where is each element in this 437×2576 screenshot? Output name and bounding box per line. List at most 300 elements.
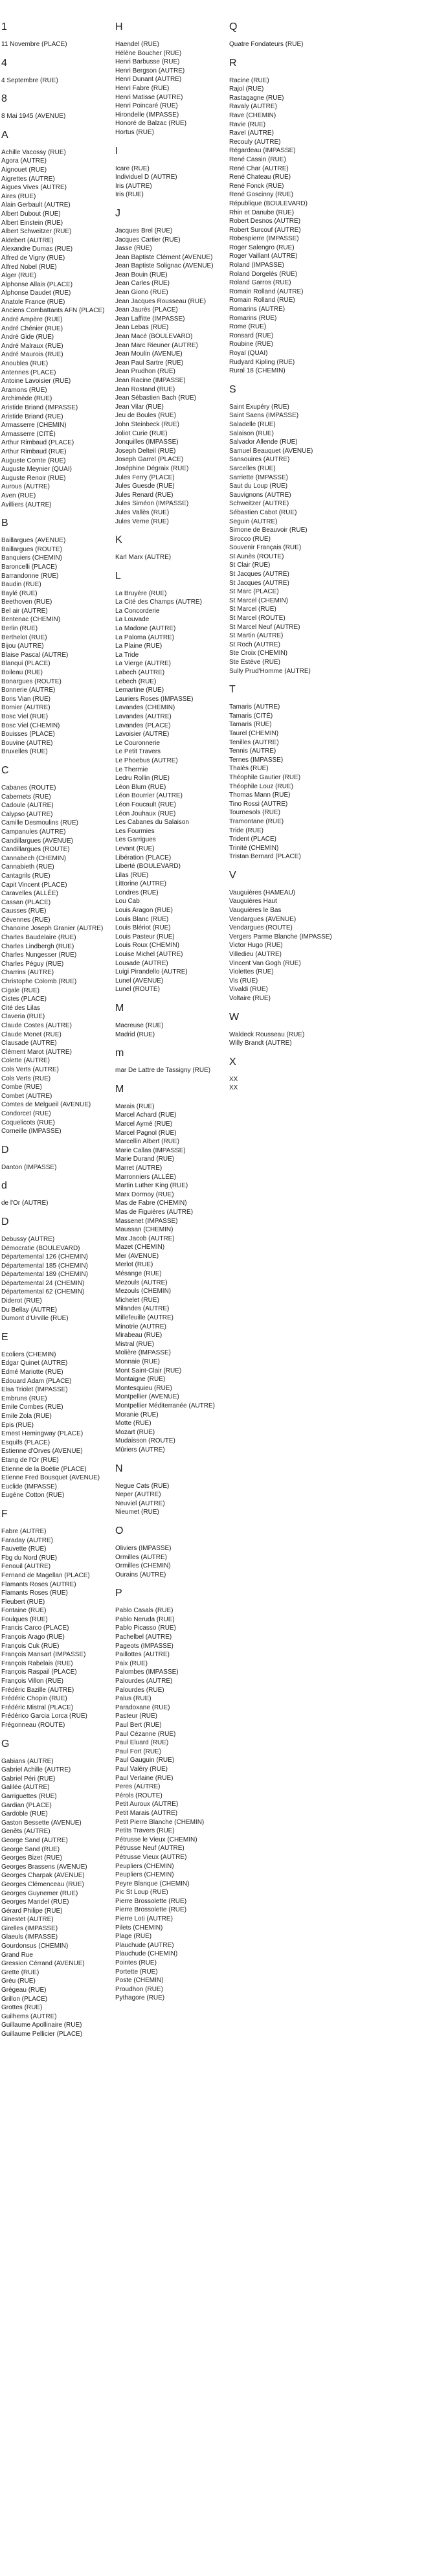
street-entry: Aven (RUE)	[1, 492, 36, 499]
street-entry: Marronniers (ALLÉE)	[115, 1173, 176, 1181]
street-entry: Guilhems (AUTRE)	[1, 2012, 57, 2020]
street-entry: Claude Costes (AUTRE)	[1, 1022, 72, 1029]
street-entry: Lemartine (RUE)	[115, 687, 164, 694]
street-entry: Petits Travers (RUE)	[115, 1827, 175, 1835]
street-entry: Petit Marais (AUTRE)	[115, 1809, 178, 1817]
street-entry: Georges Mandel (RUE)	[1, 1898, 69, 1906]
street-entry: Mazet (CHEMIN)	[115, 1244, 165, 1251]
street-entry: Saladelle (RUE)	[229, 420, 276, 428]
letter-section	[1, 1180, 110, 1208]
street-entry: Paul Fort (RUE)	[115, 1748, 162, 1755]
street-entry: Michelet (RUE)	[115, 1296, 159, 1304]
letter-section	[229, 1056, 344, 1093]
letter-section	[115, 1463, 224, 1517]
street-entry: Roland Dorgelès (RUE)	[229, 270, 298, 278]
street-entry: Taurel (CHEMIN)	[229, 729, 279, 737]
street-entry: Christophe Colomb (RUE)	[1, 978, 77, 986]
street-entry: André Malraux (RUE)	[1, 342, 63, 350]
street-entry: Albert Dubout (RUE)	[1, 210, 61, 218]
street-entry: Paillottes (AUTRE)	[115, 1651, 170, 1659]
street-entry: Jules Verne (RUE)	[115, 518, 169, 525]
street-entry: Baroncelli (PLACE)	[1, 563, 58, 571]
street-entry: Moranie (RUE)	[115, 1411, 159, 1419]
letter-section	[1, 517, 110, 757]
street-entry: Léon Bourrier (AUTRE)	[115, 792, 183, 800]
section-letter-heading: X	[229, 1056, 236, 1067]
street-entry: Gaston Bessette (AVENUE)	[1, 1819, 82, 1827]
street-entry: Agora (AUTRE)	[1, 157, 47, 165]
street-entry: Fontaine (RUE)	[1, 1607, 47, 1615]
street-entry: Pierre Loti (AUTRE)	[115, 1915, 173, 1923]
street-entry: Ste Croix (CHEMIN)	[229, 650, 288, 657]
street-entry: Robert Desnos (AUTRE)	[229, 218, 301, 225]
street-entry: Millefeuille (AUTRE)	[115, 1314, 174, 1322]
street-entry: Individuel D (AUTRE)	[115, 174, 177, 181]
street-entry: Henri Fabre (RUE)	[115, 84, 170, 92]
street-entry: Cité des Lilas	[1, 1004, 41, 1012]
street-entry: Grillon (PLACE)	[1, 1995, 48, 2003]
street-entry: Gabians (AUTRE)	[1, 1757, 54, 1765]
street-entry: Départemental 126 (CHEMIN)	[1, 1253, 88, 1261]
street-entry: Max Jacob (AUTRE)	[115, 1235, 175, 1242]
street-entry: Départemental 24 (CHEMIN)	[1, 1279, 85, 1287]
letter-section	[1, 21, 110, 49]
street-entry: Chanoine Joseph Granier (AUTRE)	[1, 925, 104, 933]
street-entry: Jules Renard (RUE)	[115, 491, 174, 499]
letter-section	[115, 21, 224, 137]
street-entry: Jean Baptiste Solignac (AVENUE)	[115, 262, 214, 270]
street-entry: Frédérico Garcia Lorca (RUE)	[1, 1713, 87, 1720]
street-entry: Peyre Blanque (CHEMIN)	[115, 1880, 190, 1887]
street-entry: de l'Or (AUTRE)	[1, 1200, 49, 1207]
street-entry: St Martin (AUTRE)	[229, 632, 284, 640]
street-entry: Bosc Viel (RUE)	[1, 713, 49, 720]
street-entry: Bouisses (PLACE)	[1, 731, 55, 738]
letter-section	[115, 1002, 224, 1039]
street-entry: Armasserre (CITÉ)	[1, 430, 56, 438]
street-entry: Racine (RUE)	[229, 76, 269, 84]
street-entry: Gabriel Achille (AUTRE)	[1, 1766, 71, 1774]
street-entry: Alfred Nobel (RUE)	[1, 263, 57, 271]
street-entry: Seguin (AUTRE)	[229, 518, 278, 525]
street-entry: André Ampère (RUE)	[1, 316, 63, 324]
street-entry: Girelles (IMPASSE)	[1, 1924, 58, 1932]
street-entry: Molière (IMPASSE)	[115, 1349, 171, 1357]
street-entry: Lebech (RUE)	[115, 678, 157, 685]
street-entry: Mirabeau (RUE)	[115, 1332, 162, 1339]
street-entry: La Bruyère (RUE)	[115, 589, 167, 597]
street-entry: Georges Brassens (AVENUE)	[1, 1863, 87, 1871]
street-entry: Roger Vaillant (AUTRE)	[229, 253, 298, 260]
street-entry: Claveria (RUE)	[1, 1013, 45, 1021]
section-letter-heading: D	[1, 1144, 9, 1156]
street-entry: Georges Charpak (AVENUE)	[1, 1872, 85, 1880]
street-entry: Joseph Delteil (RUE)	[115, 447, 176, 455]
street-entry: Clément Marot (AUTRE)	[1, 1048, 72, 1056]
street-entry: Jean Marc Rieuner (AUTRE)	[115, 341, 198, 349]
street-entry: Romarins (RUE)	[229, 314, 277, 322]
street-entry: Aigrettes (AUTRE)	[1, 175, 55, 183]
street-entry: Jean Lebas (RUE)	[115, 324, 169, 332]
street-entry: Aurous (AUTRE)	[1, 483, 50, 491]
street-entry: Victor Hugo (RUE)	[229, 942, 283, 950]
street-entry: François Villon (RUE)	[1, 1678, 63, 1685]
street-entry: Massenet (IMPASSE)	[115, 1217, 178, 1225]
street-entry: Jean Vilar (RUE)	[115, 403, 164, 411]
street-entry: Jean Paul Sartre (RUE)	[115, 359, 184, 367]
street-entry: Sully Prud'Homme (AUTRE)	[229, 667, 311, 675]
street-entry: Joséphine Dégraix (RUE)	[115, 464, 189, 472]
street-entry: Peupliers (CHEMIN)	[115, 1871, 174, 1879]
street-entry: St Marcel (ROUTE)	[229, 615, 286, 622]
street-entry: Vivaldi (RUE)	[229, 986, 268, 994]
street-entry: Antennes (PLACE)	[1, 369, 56, 376]
letter-section	[115, 570, 224, 994]
street-entry: Vendargues (ROUTE)	[229, 924, 293, 932]
street-entry: Mas de Fabre (CHEMIN)	[115, 1200, 187, 1207]
street-entry: Tramontane (RUE)	[229, 817, 284, 825]
street-entry: René Goscinny (RUE)	[229, 191, 293, 199]
street-entry: Palus (RUE)	[115, 1695, 151, 1703]
street-entry: Tristan Bernard (PLACE)	[229, 853, 301, 861]
street-entry: Jean Carles (RUE)	[115, 280, 170, 288]
street-entry: Montesquieu (RUE)	[115, 1384, 172, 1392]
street-entry: Anoubles (RUE)	[1, 360, 49, 368]
street-entry: Cannabieth (RUE)	[1, 863, 54, 871]
street-entry: 8 Mai 1945 (AVENUE)	[1, 113, 66, 120]
street-entry: Romarins (AUTRE)	[229, 306, 286, 313]
street-entry: Vauguières Haut	[229, 898, 277, 906]
street-entry: Bruxelles (RUE)	[1, 748, 48, 756]
street-entry: Léon Jouhaux (RUE)	[115, 810, 176, 817]
street-entry: Pierre Brossolette (RUE)	[115, 1897, 187, 1905]
street-entry: Rudyard Kipling (RUE)	[229, 358, 295, 366]
street-entry: Louis Aragon (RUE)	[115, 907, 173, 915]
street-entry: Baylé (RUE)	[1, 589, 38, 597]
street-entry: Georges Bizet (RUE)	[1, 1854, 62, 1862]
street-entry: Candillargues (AVENUE)	[1, 837, 73, 845]
street-entry: Jules Siméon (IMPASSE)	[115, 500, 189, 508]
street-entry: Henri Barbusse (RUE)	[115, 58, 180, 66]
street-entry: Charles Baudelaire (RUE)	[1, 934, 76, 942]
street-entry: Robert Surcouf (AUTRE)	[229, 226, 301, 234]
street-entry: John Steinbeck (RUE)	[115, 420, 179, 428]
street-entry: Cigale (RUE)	[1, 986, 39, 994]
street-entry: Jules Vallès (RUE)	[115, 508, 170, 516]
street-entry: Luigi Pirandello (AUTRE)	[115, 968, 188, 976]
street-entry: Madrid (RUE)	[115, 1031, 155, 1038]
street-entry: La Louvade	[115, 616, 150, 624]
letter-section	[1, 764, 110, 1136]
street-entry: Vauguières (HAMEAU)	[229, 889, 296, 896]
street-entry: Ormilles (AUTRE)	[115, 1553, 167, 1561]
street-entry: Palourdes (RUE)	[115, 1686, 164, 1694]
street-entry: Montpellier Méditerranée (AUTRE)	[115, 1402, 215, 1409]
street-entry: Gardoble (RUE)	[1, 1810, 48, 1818]
street-entry: Saint Exupéry (RUE)	[229, 403, 289, 411]
street-entry: Waldeck Rousseau (RUE)	[229, 1031, 305, 1038]
street-entry: Paul Valéry (RUE)	[115, 1765, 168, 1773]
street-entry: Le Thermie	[115, 766, 148, 773]
street-entry: Tamaris (AUTRE)	[229, 703, 280, 711]
street-entry: Ravaly (AUTRE)	[229, 103, 277, 111]
street-entry: Epis (RUE)	[1, 1421, 34, 1429]
street-entry: Cannabech (CHEMIN)	[1, 854, 67, 862]
street-entry: Proudhon (RUE)	[115, 1985, 163, 1993]
street-entry: Camille Desmoulins (RUE)	[1, 819, 78, 827]
letter-section	[1, 1144, 110, 1172]
street-entry: Labech (AUTRE)	[115, 669, 165, 677]
section-letter-heading: Q	[229, 21, 238, 32]
street-entry: La Tride	[115, 651, 139, 659]
street-entry: Sirocco (RUE)	[229, 535, 271, 543]
street-entry: Paix (RUE)	[115, 1659, 148, 1667]
street-entry: Mûriers (AUTRE)	[115, 1446, 165, 1453]
street-entry: St Aunès (ROUTE)	[229, 553, 284, 560]
street-entry: 11 Novembre (PLACE)	[1, 41, 67, 48]
street-entry: Jonquilles (IMPASSE)	[115, 439, 179, 446]
street-entry: Paul Cézanne (RUE)	[115, 1730, 176, 1738]
street-entry: Auguste Meynier (QUAI)	[1, 466, 72, 473]
street-entry: François Rabelais (RUE)	[1, 1659, 73, 1667]
street-entry: Recouly (AUTRE)	[229, 138, 281, 146]
street-entry: Berthelot (RUE)	[1, 633, 47, 641]
street-entry: Candillargues (ROUTE)	[1, 846, 70, 854]
street-entry: Violettes (RUE)	[229, 968, 274, 976]
street-entry: Cantagrils (RUE)	[1, 872, 50, 880]
street-entry: Bornier (AUTRE)	[1, 704, 50, 712]
street-entry: Milandes (AUTRE)	[115, 1305, 170, 1313]
street-entry: Baudin (RUE)	[1, 581, 41, 589]
street-entry: La Cité des Champs (AUTRE)	[115, 598, 202, 606]
street-entry: Gourdonsus (CHEMIN)	[1, 1943, 69, 1950]
street-entry: Glaeuls (IMPASSE)	[1, 1933, 58, 1941]
street-entry: Cols Verts (AUTRE)	[1, 1066, 59, 1073]
street-entry: Caravelles (ALLÉE)	[1, 890, 58, 898]
street-entry: Léon Blum (RUE)	[115, 783, 166, 791]
street-entry: St Jacques (AUTRE)	[229, 579, 289, 587]
section-letter-heading: T	[229, 684, 236, 696]
street-entry: Combe (RUE)	[1, 1084, 42, 1091]
street-entry: Clausade (AUTRE)	[1, 1040, 57, 1047]
street-entry: République (BOULEVARD)	[229, 199, 308, 207]
street-entry: Baillargues (ROUTE)	[1, 545, 62, 553]
street-entry: mar De Lattre de Tassigny (RUE)	[115, 1067, 211, 1075]
street-entry: Aristide Briand (IMPASSE)	[1, 404, 78, 411]
street-entry: Elsa Triolet (IMPASSE)	[1, 1386, 68, 1394]
street-entry: Gérard Philipe (RUE)	[1, 1907, 63, 1915]
street-entry: Littorine (AUTRE)	[115, 880, 166, 888]
letter-section	[229, 1011, 344, 1048]
street-entry: Ravie (RUE)	[229, 120, 266, 128]
street-entry: Quatre Fondateurs (RUE)	[229, 41, 304, 48]
street-entry: Alphonse Allais (PLACE)	[1, 280, 73, 288]
street-entry: Georges Clémenceau (RUE)	[1, 1880, 84, 1888]
street-entry: Tenilles (AUTRE)	[229, 738, 279, 746]
section-letter-heading: M	[115, 1083, 124, 1095]
street-entry: Diderot (RUE)	[1, 1297, 42, 1305]
street-entry: Mezouls (CHEMIN)	[115, 1288, 172, 1295]
street-entry: Charrins (AUTRE)	[1, 969, 54, 977]
street-entry: Aignouet (RUE)	[1, 166, 47, 174]
letter-section	[229, 21, 344, 49]
street-entry: Auguste Renoir (RUE)	[1, 474, 66, 482]
street-entry: Paul Bert (RUE)	[115, 1722, 162, 1729]
street-entry: Edmé Mariotte (RUE)	[1, 1369, 63, 1376]
street-entry: Cistes (PLACE)	[1, 996, 47, 1003]
street-entry: Roubine (RUE)	[229, 341, 273, 348]
street-entry: 4 Septembre (RUE)	[1, 76, 58, 84]
street-entry: Portette (RUE)	[115, 1968, 158, 1976]
street-entry: Ledru Rollin (RUE)	[115, 775, 170, 782]
street-entry: Plauchude (CHEMIN)	[115, 1950, 178, 1958]
street-entry: Théophile Louz (RUE)	[229, 782, 293, 790]
street-entry: Claude Monet (RUE)	[1, 1031, 62, 1038]
street-entry: Jean Baptiste Clément (AVENUE)	[115, 253, 213, 261]
street-entry: Ste Estève (RUE)	[229, 659, 280, 666]
street-entry: Anatole France (RUE)	[1, 298, 65, 306]
street-entry: Jules Guesde (RUE)	[115, 483, 175, 490]
street-entry: Tamaris (RUE)	[229, 721, 272, 729]
street-entry: Jean Jacques Rousseau (RUE)	[115, 297, 207, 305]
street-entry: Mistral (RUE)	[115, 1340, 154, 1348]
street-entry: St Marcel Neuf (AUTRE)	[229, 623, 300, 631]
street-entry: Ernest Hemingway (PLACE)	[1, 1430, 84, 1438]
letter-section	[115, 534, 224, 562]
letter-section	[1, 93, 110, 121]
street-entry: Villedieu (AUTRE)	[229, 951, 282, 959]
letter-section	[115, 1587, 224, 2003]
street-entry: Jean Rostand (RUE)	[115, 385, 175, 393]
street-entry: Lavandes (PLACE)	[115, 722, 171, 729]
street-entry: Pageots (IMPASSE)	[115, 1642, 174, 1650]
street-entry: Marx Dormoy (RUE)	[115, 1191, 174, 1198]
street-entry: Pythagore (RUE)	[115, 1994, 165, 2002]
street-entry: Cassan (PLACE)	[1, 898, 51, 906]
street-entry: Palourdes (AUTRE)	[115, 1678, 173, 1685]
street-entry: Henri Poincaré (RUE)	[115, 102, 178, 110]
street-entry: Trident (PLACE)	[229, 836, 276, 843]
street-entry: Roland Garros (RUE)	[229, 279, 291, 287]
street-entry: Léon Foucault (RUE)	[115, 801, 176, 808]
street-entry: Garriguettes (RUE)	[1, 1792, 57, 1800]
street-entry: Bonnerie (AUTRE)	[1, 687, 56, 694]
street-entry: Gression Cérrand (AVENUE)	[1, 1960, 85, 1968]
street-entry: Charles Nungesser (RUE)	[1, 952, 77, 959]
street-entry: Aigues Vives (AUTRE)	[1, 184, 67, 192]
street-entry: Blaise Pascal (AUTRE)	[1, 651, 69, 659]
street-entry: Paul Gauguin (RUE)	[115, 1757, 175, 1764]
street-entry: Frégonneau (ROUTE)	[1, 1722, 65, 1729]
street-entry: Willy Brandt (AUTRE)	[229, 1040, 292, 1047]
street-entry: Nieumet (RUE)	[115, 1509, 159, 1516]
street-entry: Jean Moulin (AVENUE)	[115, 350, 183, 358]
street-entry: Salaison (RUE)	[229, 429, 274, 437]
street-entry: Debussy (AUTRE)	[1, 1235, 55, 1243]
street-entry: Jacques Brel (RUE)	[115, 227, 173, 234]
street-entry: Paradoxane (RUE)	[115, 1704, 170, 1711]
street-entry: Calypso (AUTRE)	[1, 810, 53, 818]
street-entry: Albert Einstein (RUE)	[1, 219, 63, 227]
street-entry: Ternes (IMPASSE)	[229, 756, 284, 764]
street-entry: Tride (RUE)	[229, 826, 263, 834]
street-entry: Jules Ferry (PLACE)	[115, 473, 175, 481]
street-entry: Paul Eluard (RUE)	[115, 1739, 169, 1747]
street-entry: René Char (AUTRE)	[229, 165, 289, 172]
street-entry: Romain Rolland (RUE)	[229, 297, 295, 304]
street-entry: Petit Pierre Blanche (CHEMIN)	[115, 1818, 205, 1826]
street-entry: Jeu de Boules (RUE)	[115, 412, 176, 420]
street-entry: Sauvignons (AUTRE)	[229, 491, 291, 499]
street-entry: Foulques (RUE)	[1, 1615, 48, 1623]
street-entry: St Roch (AUTRE)	[229, 641, 280, 648]
street-entry: Pétrusse le Vieux (CHEMIN)	[115, 1836, 197, 1843]
street-entry: Souvenir Français (RUE)	[229, 544, 302, 552]
street-entry: Ecoliers (CHEMIN)	[1, 1351, 56, 1358]
street-entry: Mezouls (AUTRE)	[115, 1279, 168, 1286]
street-entry: Aramons (RUE)	[1, 386, 47, 394]
street-entry: Henri Bergson (AUTRE)	[115, 67, 185, 74]
letter-section	[1, 1216, 110, 1323]
street-entry: Lavoisier (AUTRE)	[115, 731, 170, 738]
street-entry: George Sand (RUE)	[1, 1845, 60, 1853]
street-entry: Vendargues (AVENUE)	[229, 915, 297, 923]
street-entry: Robespierre (IMPASSE)	[229, 235, 299, 243]
street-entry: Mésange (RUE)	[115, 1270, 162, 1278]
street-entry: Bentenac (CHEMIN)	[1, 616, 61, 624]
street-entry: Départemental 62 (CHEMIN)	[1, 1288, 85, 1296]
street-entry: Pablo Picasso (RUE)	[115, 1624, 176, 1632]
street-entry: George Sand (AUTRE)	[1, 1836, 68, 1844]
street-entry: Rome (RUE)	[229, 323, 267, 331]
letter-section	[115, 1525, 224, 1579]
section-letter-heading: J	[115, 207, 120, 219]
street-entry: Fenouil (AUTRE)	[1, 1563, 51, 1571]
street-entry: Faraday (AUTRE)	[1, 1536, 54, 1544]
street-entry: Combet (AUTRE)	[1, 1092, 52, 1100]
street-entry: Rastagagne (RUE)	[229, 94, 284, 102]
street-entry: André Gide (RUE)	[1, 334, 54, 341]
street-entry: Albert Schweitzer (RUE)	[1, 228, 72, 236]
street-entry: Vis (RUE)	[229, 977, 258, 985]
section-letter-heading: N	[115, 1463, 123, 1474]
letter-section	[1, 1508, 110, 1730]
street-entry: Royal (QUAI)	[229, 350, 268, 357]
street-entry: Ginestet (AUTRE)	[1, 1916, 54, 1924]
street-entry: Les Cabanes du Salaison	[115, 819, 189, 826]
street-entry: Le Couronnerie	[115, 739, 160, 747]
section-letter-heading: O	[115, 1525, 124, 1536]
street-entry: Montaigne (RUE)	[115, 1376, 166, 1384]
street-entry: Liberté (BOULEVARD)	[115, 863, 181, 871]
street-entry: François Cuk (RUE)	[1, 1642, 60, 1650]
street-entry: Louis Blériot (RUE)	[115, 924, 171, 932]
street-entry: Sansouires (AUTRE)	[229, 456, 290, 464]
street-entry: Jean Jaurès (PLACE)	[115, 306, 178, 314]
street-entry: Tennis (AUTRE)	[229, 747, 276, 755]
street-entry: Emile Combes (RUE)	[1, 1404, 63, 1411]
street-entry: Joliot Curie (RUE)	[115, 429, 168, 437]
street-entry: Estienne d'Orves (AVENUE)	[1, 1448, 83, 1455]
street-entry: Salvador Allende (RUE)	[229, 439, 298, 446]
street-entry: Fbg du Nord (RUE)	[1, 1554, 58, 1562]
street-entry: François Mansart (IMPASSE)	[1, 1651, 86, 1659]
street-entry: XX	[229, 1075, 238, 1083]
section-letter-heading: C	[1, 764, 9, 776]
street-entry: Peres (AUTRE)	[115, 1783, 161, 1791]
street-entry: Le Petit Travers	[115, 748, 161, 756]
street-entry: Jean Prudhon (RUE)	[115, 368, 175, 376]
